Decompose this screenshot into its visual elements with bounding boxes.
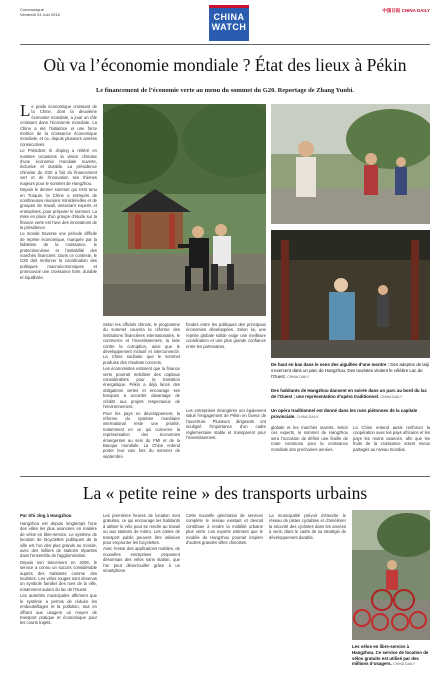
article1-column-5: globale et les marchés ouverts. Selon ces experts, le sommet de Hangzhou sera l'occasion de définir une feuille de route commune pour la croissance mondiale des prochaines années.	[271, 425, 348, 452]
article2-column-3: Cette nouvelle génération de services complète le réseau existant et devrait contribuer à rendre la mobilité urbaine plus verte. Les experts estiment que le modèle de Hangzhou pourrait inspirer d'autres grandes villes chinoises.	[186, 513, 263, 546]
article2-column-1: Hangzhou est depuis longtemps l'une des villes les plus avancées en matière de vélos en libre-service. Le système de location de bicyclettes publiques de la ville est l'un des plus grands au monde, avec des milliers de stations réparties dans l'ensemble de l'agglomération. Depuis son lancement en 2008, le service a connu un succès considérable auprès des habitants comme des touristes. Les vélos rouges sont devenus un symbole familier des rues de la ville, notamment autour du lac de l'Ouest. Les autorités municipales affirment que le système a permis de réduire les embouteillages et la pollution, tout en offrant aux usagers un moyen de transport pratique et économique pour les courts trajets.	[20, 521, 97, 626]
photo-public-bicycles	[352, 510, 430, 640]
article1-column-6: La Chine entend aussi renforcer la coopération avec les pays africains et les pays les moins avancés, afin que les fruits de la croissance soient mieux partagés au niveau mondial.	[353, 425, 430, 452]
masthead	[20, 5, 430, 41]
photo-caption-2: Des habitants de Hangzhou dansent en soirée dans un parc au bord du lac de l’Ouest ; une représentation d’opéra traditionnel. CHINA DAILY	[271, 388, 427, 399]
photo-caption-bicycles: Les vélos en libre-service à Hangzhou. Ce service de location de vélos gratuits est utilisé par des millions d’usagers. CHINA DAILY	[352, 644, 429, 667]
article1-standfirst: Le financement de l’économie verte au menu du sommet du G20. Reportage de Zhang Yunbi.	[95, 87, 355, 94]
article2-column-2: Les premières heures de location sont gratuites, ce qui encourage les habitants à utiliser le vélo pour se rendre au travail ou aux stations de métro. Les cartes de transport public peuvent être utilisées pour emprunter les bicyclettes. Avec l'essor des applications mobiles, de nouvelles entreprises proposent désormais des vélos sans station, que l'on peut déverrouiller grâce à un smartphone.	[103, 513, 180, 574]
article2-headline: La « petite reine » des transports urbains	[82, 483, 368, 503]
masthead-info	[20, 7, 60, 17]
divider-middle	[20, 476, 430, 477]
photo-tai-chi-park	[103, 104, 266, 316]
photo-caption-3: Un opéra traditionnel est donné dans les rues piétonnes de la capitale provinciale. CHINA DAILY	[271, 408, 418, 419]
china-daily-logo: 中国日报 CHINA DAILY	[382, 8, 430, 13]
divider-top	[20, 44, 430, 45]
article2-byline: Par Shi Jing à Hangzhou	[20, 513, 72, 518]
article2-column-4: La municipalité prévoit d'étendre le réseau de pistes cyclables et d'améliorer la sécurité des cyclistes dans les années à venir, dans le cadre de sa stratégie de développement durable.	[269, 513, 346, 540]
article1-column-1: Le poids économique croissant de la Chine, dont la deuxième économie mondiale, a joué un rôle croissant dans l'économie mondiale. La Chine a été l'initiatrice et une force motrice de la croissance économique mondiale, et ce, depuis plusieurs années consécutives. Le Président Xi Jinping a réitéré en maintes occasions la vision chinoise d'une économie mondiale ouverte, inclusive et durable. La présidence chinoise du G20 a fait du financement vert et de l'innovation ses thèmes majeurs pour le sommet de Hangzhou. Depuis le dernier sommet qui s'est tenu en Turquie, la Chine a entrepris de nombreuses réunions ministérielles et de groupes de travail, associant experts et entreprises, pour préparer le sommet. La mise en place d'un groupe d'étude sur la finance verte est l'une des innovations de la présidence. Le monde traverse une période difficile de reprise économique, marquée par la faiblesse de la croissance, le protectionnisme et l'instabilité des marchés financiers. Dans ce contexte, le G20 doit renforcer la coordination des politiques macroéconomiques et promouvoir une croissance forte, durable et équilibrée.	[20, 104, 97, 280]
photo-park-dancers	[271, 104, 430, 224]
issue-date: Vendredi 24 Juin 2016	[20, 12, 60, 17]
article1-column-2: Selon les officiels chinois, le programme du sommet couvrira la réforme des institutions financières internationales, le commerce et l'investissement, la lutte contre la corruption, ainsi que le développement inclusif et interconnecté. La Chine souhaite que le sommet produise des résultats concrets. Les économistes estiment que la finance verte pourrait mobiliser des capitaux considérables pour la transition énergétique. Pékin a déjà lancé des obligations vertes et encourage ses banques à accorder davantage de crédits aux projets respectueux de l'environnement. Pour les pays en développement, la réforme du système monétaire international reste une priorité, notamment en ce qui concerne la représentation des économies émergentes au sein du FMI et de la Banque mondiale. La Chine entend porter leur voix lors du sommet de septembre.	[103, 322, 180, 459]
china-watch-logo: CHINA WATCH	[209, 5, 249, 41]
article1-column-3: fondes entre les politiques des principaux économies développées. Selon lui, une reprise globale solide exige une meilleure coordination et une plus grande confiance entre les partenaires.	[186, 322, 266, 349]
article1-column-4: Les entreprises étrangères ont également salué l'engagement de Pékin en faveur de l'ouverture. Plusieurs dirigeants ont souligné l'importance d'un cadre réglementaire stable et transparent pour l'investissement.	[186, 408, 266, 441]
photo-opera-performance	[271, 230, 430, 358]
section-label: Communiqué	[20, 7, 44, 12]
dropcap: L	[20, 104, 31, 120]
photo-caption-1: De haut en bas dans le sens des aiguilles d’une montre : Des adeptes de taiji s’exercent dans un parc de Hangzhou. Des touristes visitent le célèbre Lac de l’Ouest. CHINA DAILY	[271, 362, 429, 379]
article1-headline: Où va l’économie mondiale ? État des lieux à Pékin	[43, 55, 407, 75]
